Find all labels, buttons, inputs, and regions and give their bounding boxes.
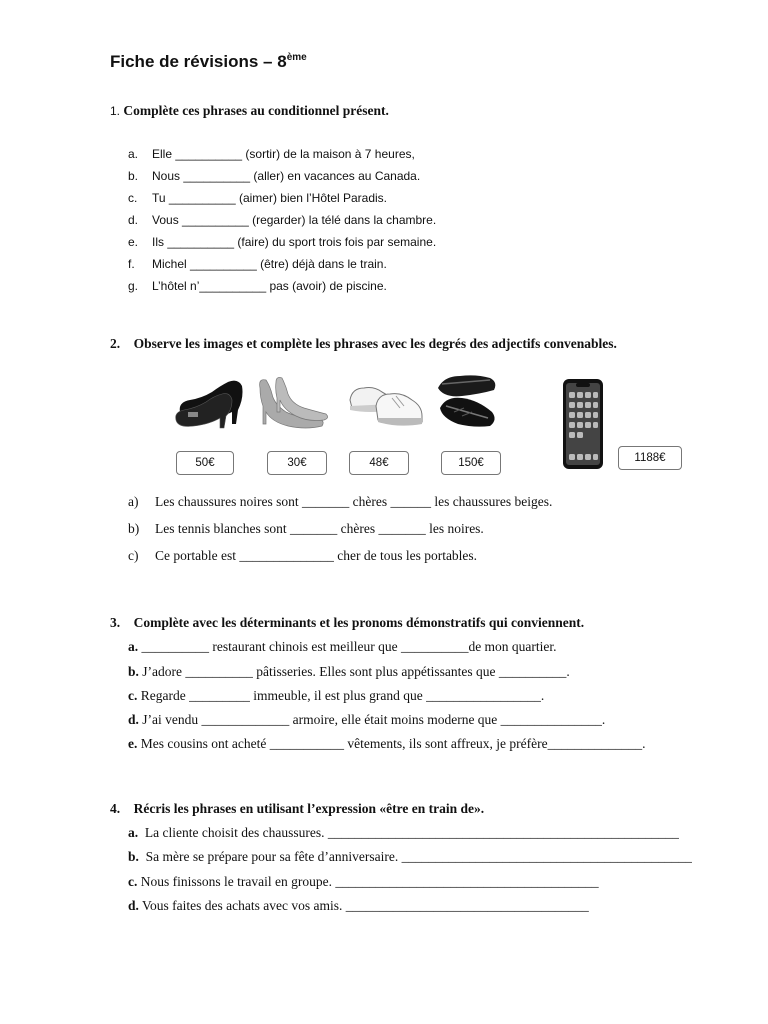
list-item: c. Regarde _________ immeuble, il est plus grand que _________________.	[128, 688, 545, 703]
black-heels-image	[172, 372, 254, 432]
list-item: e. Mes cousins ont acheté ___________ vêtements, ils sont affreux, je préfère______________.	[128, 736, 646, 751]
list-item: a. __________ restaurant chinois est meilleur que __________de mon quartier.	[128, 639, 557, 654]
price-tag: 1188€	[618, 446, 682, 470]
list-item: c) Ce portable est ______________ cher de tous les portables.	[128, 548, 478, 563]
list-item: d. J’ai vendu _____________ armoire, elle était moins moderne que _______________.	[128, 712, 606, 727]
smartphone-image	[562, 378, 604, 470]
list-item: a. La cliente choisit des chaussures. ____________________________________________________	[128, 825, 679, 840]
list-item: f. Michel __________ (être) déjà dans le train.	[128, 257, 387, 271]
list-item: b) Les tennis blanches sont _______ chères _______ les noires.	[128, 521, 484, 536]
list-item: b. J’adore __________ pâtisseries. Elles sont plus appétissantes que __________.	[128, 664, 570, 679]
beige-heels-image	[256, 372, 330, 432]
list-item: g. L’hôtel n’__________ pas (avoir) de piscine.	[128, 279, 387, 293]
page-title: Fiche de révisions – 8ème	[110, 52, 307, 71]
list-item: d. Vous faites des achats avec vos amis. ____________________________________	[128, 898, 589, 913]
section-3-heading: 3. Complète avec les déterminants et les pronoms démonstratifs qui conviennent.	[110, 615, 585, 630]
section-2-heading: 2. Observe les images et complète les phrases avec les degrés des adjectifs convenables.	[110, 336, 617, 351]
list-item: c. Nous finissons le travail en groupe. _______________________________________	[128, 874, 599, 889]
list-item: c. Tu __________ (aimer) bien l’Hôtel Paradis.	[128, 191, 388, 205]
list-item: b. Nous __________ (aller) en vacances au Canada.	[128, 169, 421, 183]
black-sneakers-image	[434, 368, 500, 434]
price-tag: 48€	[349, 451, 409, 475]
section-1-heading: 1. Complète ces phrases au conditionnel présent.	[110, 103, 389, 118]
white-sneakers-image	[346, 378, 426, 428]
list-item: b. Sa mère se prépare pour sa fête d’anniversaire. ___________________________________________	[128, 849, 692, 864]
list-item: a) Les chaussures noires sont _______ chères ______ les chaussures beiges.	[128, 494, 553, 509]
list-item: d. Vous __________ (regarder) la télé dans la chambre.	[128, 213, 437, 227]
price-tag: 150€	[441, 451, 501, 475]
list-item: e. Ils __________ (faire) du sport trois fois par semaine.	[128, 235, 437, 249]
list-item: a. Elle __________ (sortir) de la maison à 7 heures,	[128, 147, 415, 161]
price-tag: 30€	[267, 451, 327, 475]
price-tag: 50€	[176, 451, 234, 475]
section-4-heading: 4. Récris les phrases en utilisant l’expression «être en train de».	[110, 801, 485, 816]
